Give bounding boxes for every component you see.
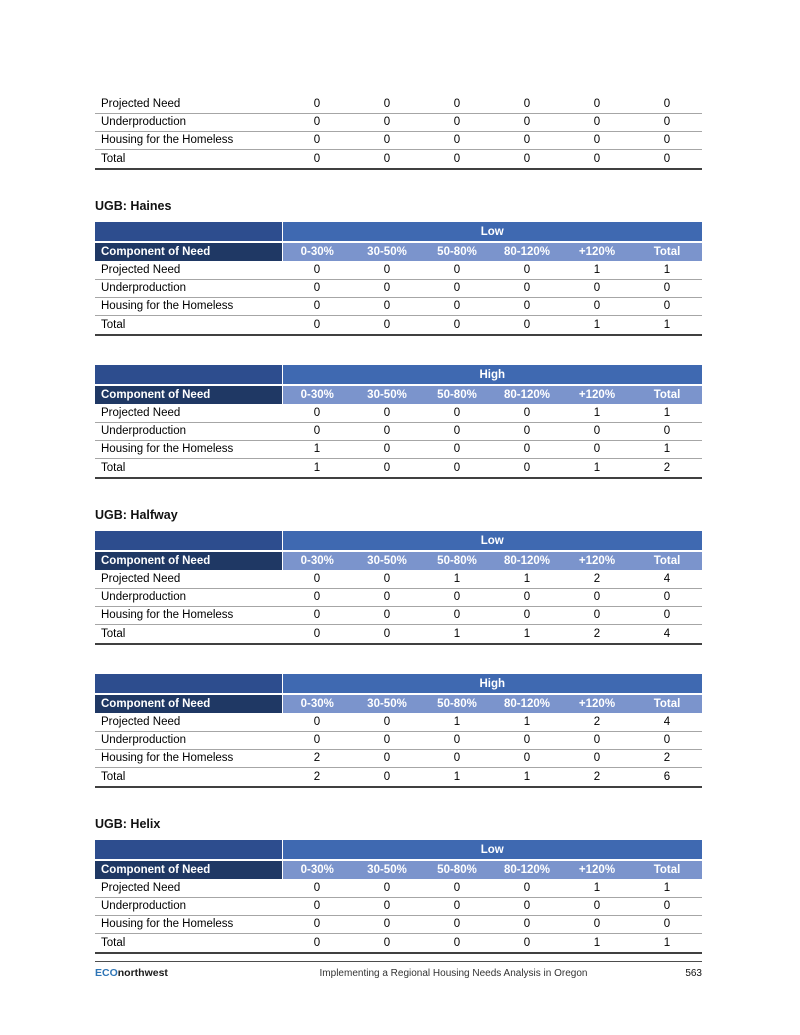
row-label: Projected Need — [95, 570, 282, 588]
column-header: Component of Need — [95, 694, 282, 713]
value-cell: 0 — [422, 588, 492, 606]
row-label: Projected Need — [95, 404, 282, 422]
value-cell: 0 — [422, 261, 492, 279]
value-cell: 2 — [562, 570, 632, 588]
column-header: Component of Need — [95, 860, 282, 879]
row-label: Housing for the Homeless — [95, 749, 282, 767]
value-cell: 0 — [562, 149, 632, 169]
row-label: Projected Need — [95, 95, 282, 113]
row-label: Housing for the Homeless — [95, 915, 282, 933]
value-cell: 6 — [632, 767, 702, 787]
brand-logo — [95, 967, 265, 979]
column-header: 80-120% — [492, 694, 562, 713]
value-cell: 0 — [562, 131, 632, 149]
data-row — [95, 404, 702, 422]
total-label: Total — [95, 149, 282, 169]
footer-document-title: Implementing a Regional Housing Needs Analysis in Oregon — [319, 968, 588, 979]
value-cell: 0 — [352, 570, 422, 588]
value-cell: 1 — [492, 767, 562, 787]
value-cell: 0 — [282, 570, 352, 588]
value-cell: 0 — [562, 606, 632, 624]
row-label: Underproduction — [95, 279, 282, 297]
value-cell: 1 — [422, 767, 492, 787]
scenario-label: Low — [282, 840, 702, 860]
value-cell: 4 — [632, 713, 702, 731]
data-row — [95, 279, 702, 297]
column-header-row — [95, 385, 702, 404]
page-number: 563 — [685, 968, 702, 979]
value-cell: 0 — [492, 879, 562, 897]
value-cell: 1 — [632, 879, 702, 897]
value-cell: 0 — [352, 131, 422, 149]
column-header: 30-50% — [352, 242, 422, 261]
need-table — [95, 531, 702, 645]
value-cell: 0 — [632, 422, 702, 440]
value-cell: 0 — [422, 458, 492, 478]
value-cell: 0 — [352, 713, 422, 731]
value-cell: 0 — [632, 279, 702, 297]
brand-northwest: northwest — [117, 967, 168, 979]
value-cell: 0 — [352, 149, 422, 169]
value-cell: 0 — [422, 279, 492, 297]
column-header: +120% — [562, 385, 632, 404]
value-cell: 0 — [422, 315, 492, 335]
value-cell: 1 — [282, 440, 352, 458]
scenario-band-row — [95, 674, 702, 694]
scenario-band-row — [95, 222, 702, 242]
row-label: Underproduction — [95, 422, 282, 440]
value-cell: 0 — [282, 95, 352, 113]
value-cell: 0 — [282, 149, 352, 169]
data-row — [95, 915, 702, 933]
row-label: Underproduction — [95, 731, 282, 749]
value-cell: 0 — [422, 933, 492, 953]
value-cell: 0 — [562, 95, 632, 113]
value-cell: 0 — [282, 113, 352, 131]
section-title: UGB: Haines — [95, 199, 172, 213]
value-cell: 0 — [282, 279, 352, 297]
scenario-label: High — [282, 365, 702, 385]
value-cell: 0 — [632, 588, 702, 606]
value-cell: 0 — [492, 297, 562, 315]
total-label: Total — [95, 624, 282, 644]
value-cell: 0 — [632, 131, 702, 149]
page-footer — [95, 961, 702, 979]
need-table — [95, 222, 702, 336]
value-cell: 0 — [282, 933, 352, 953]
value-cell: 0 — [562, 588, 632, 606]
value-cell: 0 — [422, 606, 492, 624]
value-cell: 0 — [422, 915, 492, 933]
value-cell: 0 — [422, 731, 492, 749]
data-row — [95, 606, 702, 624]
value-cell: 0 — [282, 588, 352, 606]
column-header-row — [95, 242, 702, 261]
value-cell: 1 — [562, 458, 632, 478]
value-cell: 0 — [492, 915, 562, 933]
value-cell: 0 — [492, 606, 562, 624]
column-header-row — [95, 860, 702, 879]
value-cell: 0 — [282, 879, 352, 897]
value-cell: 2 — [632, 458, 702, 478]
need-table — [95, 674, 702, 788]
value-cell: 0 — [562, 422, 632, 440]
column-header: Component of Need — [95, 551, 282, 570]
column-header-row — [95, 551, 702, 570]
value-cell: 2 — [562, 624, 632, 644]
data-row — [95, 879, 702, 897]
value-cell: 0 — [562, 731, 632, 749]
value-cell: 0 — [422, 149, 492, 169]
value-cell: 0 — [282, 915, 352, 933]
scenario-label: Low — [282, 222, 702, 242]
value-cell: 0 — [492, 261, 562, 279]
value-cell: 1 — [422, 624, 492, 644]
column-header: 50-80% — [422, 242, 492, 261]
value-cell: 0 — [562, 297, 632, 315]
value-cell: 0 — [352, 606, 422, 624]
value-cell: 0 — [562, 915, 632, 933]
total-row — [95, 458, 702, 478]
value-cell: 4 — [632, 570, 702, 588]
value-cell: 0 — [282, 624, 352, 644]
value-cell: 0 — [492, 440, 562, 458]
value-cell: 1 — [492, 713, 562, 731]
value-cell: 0 — [422, 879, 492, 897]
column-header: 80-120% — [492, 242, 562, 261]
data-row — [95, 422, 702, 440]
column-header: 30-50% — [352, 694, 422, 713]
value-cell: 0 — [352, 731, 422, 749]
value-cell: 1 — [562, 933, 632, 953]
value-cell: 1 — [632, 933, 702, 953]
value-cell: 0 — [282, 422, 352, 440]
column-header: 0-30% — [282, 860, 352, 879]
column-header: 50-80% — [422, 694, 492, 713]
row-label: Underproduction — [95, 113, 282, 131]
value-cell: 0 — [632, 606, 702, 624]
need-table — [95, 840, 702, 954]
data-row — [95, 897, 702, 915]
value-cell: 2 — [282, 749, 352, 767]
band-spacer — [95, 840, 282, 860]
scenario-band-row — [95, 531, 702, 551]
value-cell: 4 — [632, 624, 702, 644]
value-cell: 0 — [352, 404, 422, 422]
column-header: 0-30% — [282, 551, 352, 570]
value-cell: 0 — [492, 95, 562, 113]
value-cell: 0 — [352, 315, 422, 335]
total-row — [95, 315, 702, 335]
column-header: 30-50% — [352, 551, 422, 570]
value-cell: 0 — [422, 131, 492, 149]
data-row — [95, 731, 702, 749]
value-cell: 0 — [352, 933, 422, 953]
column-header: +120% — [562, 242, 632, 261]
value-cell: 0 — [352, 749, 422, 767]
column-header: 80-120% — [492, 860, 562, 879]
value-cell: 0 — [352, 440, 422, 458]
value-cell: 0 — [632, 731, 702, 749]
row-label: Housing for the Homeless — [95, 297, 282, 315]
column-header: +120% — [562, 694, 632, 713]
value-cell: 0 — [352, 113, 422, 131]
value-cell: 0 — [422, 297, 492, 315]
value-cell: 0 — [632, 113, 702, 131]
data-row — [95, 297, 702, 315]
value-cell: 0 — [352, 897, 422, 915]
row-label: Underproduction — [95, 897, 282, 915]
value-cell: 0 — [352, 588, 422, 606]
data-row — [95, 570, 702, 588]
value-cell: 1 — [492, 624, 562, 644]
row-label: Housing for the Homeless — [95, 440, 282, 458]
value-cell: 0 — [492, 422, 562, 440]
column-header: Component of Need — [95, 385, 282, 404]
column-header: 50-80% — [422, 551, 492, 570]
column-header: +120% — [562, 860, 632, 879]
band-spacer — [95, 531, 282, 551]
value-cell: 1 — [632, 404, 702, 422]
data-row — [95, 713, 702, 731]
value-cell: 0 — [352, 458, 422, 478]
value-cell: 1 — [562, 261, 632, 279]
row-label: Housing for the Homeless — [95, 606, 282, 624]
brand-eco: ECO — [95, 967, 118, 979]
column-header: Total — [632, 860, 702, 879]
value-cell: 1 — [492, 570, 562, 588]
value-cell: 0 — [492, 897, 562, 915]
value-cell: 0 — [492, 731, 562, 749]
report-body — [95, 95, 702, 983]
value-cell: 1 — [562, 315, 632, 335]
section-title: UGB: Helix — [95, 817, 161, 831]
value-cell: 1 — [562, 404, 632, 422]
scenario-label: High — [282, 674, 702, 694]
value-cell: 0 — [422, 113, 492, 131]
need-table — [95, 95, 702, 170]
band-spacer — [95, 365, 282, 385]
value-cell: 0 — [562, 440, 632, 458]
value-cell: 0 — [492, 113, 562, 131]
value-cell: 0 — [492, 458, 562, 478]
value-cell: 0 — [632, 915, 702, 933]
column-header: Component of Need — [95, 242, 282, 261]
value-cell: 0 — [562, 113, 632, 131]
data-row — [95, 95, 702, 113]
value-cell: 0 — [282, 404, 352, 422]
value-cell: 0 — [282, 713, 352, 731]
value-cell: 0 — [282, 131, 352, 149]
value-cell: 0 — [352, 879, 422, 897]
data-row — [95, 440, 702, 458]
column-header: 50-80% — [422, 385, 492, 404]
value-cell: 0 — [562, 279, 632, 297]
band-spacer — [95, 222, 282, 242]
value-cell: 0 — [562, 897, 632, 915]
column-header: 80-120% — [492, 385, 562, 404]
value-cell: 1 — [562, 879, 632, 897]
column-header: Total — [632, 385, 702, 404]
column-header: 0-30% — [282, 385, 352, 404]
row-label: Projected Need — [95, 261, 282, 279]
value-cell: 0 — [282, 731, 352, 749]
value-cell: 0 — [632, 297, 702, 315]
value-cell: 1 — [422, 570, 492, 588]
total-row — [95, 149, 702, 169]
total-label: Total — [95, 767, 282, 787]
value-cell: 0 — [352, 95, 422, 113]
value-cell: 0 — [422, 95, 492, 113]
column-header: Total — [632, 242, 702, 261]
column-header: Total — [632, 694, 702, 713]
value-cell: 0 — [352, 261, 422, 279]
value-cell: 0 — [492, 404, 562, 422]
value-cell: 1 — [632, 440, 702, 458]
value-cell: 0 — [562, 749, 632, 767]
column-header: 80-120% — [492, 551, 562, 570]
column-header: 30-50% — [352, 860, 422, 879]
value-cell: 0 — [492, 149, 562, 169]
value-cell: 0 — [282, 315, 352, 335]
scenario-band-row — [95, 365, 702, 385]
need-table — [95, 365, 702, 479]
row-label: Housing for the Homeless — [95, 131, 282, 149]
value-cell: 0 — [352, 624, 422, 644]
value-cell: 0 — [422, 897, 492, 915]
value-cell: 0 — [492, 933, 562, 953]
total-label: Total — [95, 315, 282, 335]
value-cell: 0 — [282, 606, 352, 624]
value-cell: 0 — [422, 749, 492, 767]
column-header: 0-30% — [282, 242, 352, 261]
band-spacer — [95, 674, 282, 694]
value-cell: 2 — [562, 767, 632, 787]
value-cell: 2 — [632, 749, 702, 767]
value-cell: 0 — [492, 588, 562, 606]
row-label: Underproduction — [95, 588, 282, 606]
value-cell: 0 — [282, 897, 352, 915]
value-cell: 1 — [422, 713, 492, 731]
value-cell: 0 — [632, 897, 702, 915]
column-header: 0-30% — [282, 694, 352, 713]
data-row — [95, 588, 702, 606]
column-header-row — [95, 694, 702, 713]
value-cell: 0 — [352, 767, 422, 787]
value-cell: 1 — [282, 458, 352, 478]
total-label: Total — [95, 458, 282, 478]
column-header: +120% — [562, 551, 632, 570]
value-cell: 0 — [492, 749, 562, 767]
value-cell: 1 — [632, 261, 702, 279]
scenario-band-row — [95, 840, 702, 860]
total-label: Total — [95, 933, 282, 953]
value-cell: 2 — [282, 767, 352, 787]
value-cell: 0 — [422, 422, 492, 440]
total-row — [95, 933, 702, 953]
scenario-label: Low — [282, 531, 702, 551]
column-header: Total — [632, 551, 702, 570]
total-row — [95, 767, 702, 787]
value-cell: 1 — [632, 315, 702, 335]
value-cell: 0 — [632, 95, 702, 113]
value-cell: 0 — [492, 131, 562, 149]
data-row — [95, 113, 702, 131]
value-cell: 0 — [632, 149, 702, 169]
value-cell: 0 — [352, 915, 422, 933]
value-cell: 0 — [352, 279, 422, 297]
row-label: Projected Need — [95, 713, 282, 731]
row-label: Projected Need — [95, 879, 282, 897]
value-cell: 2 — [562, 713, 632, 731]
column-header: 30-50% — [352, 385, 422, 404]
total-row — [95, 624, 702, 644]
value-cell: 0 — [422, 404, 492, 422]
value-cell: 0 — [282, 261, 352, 279]
value-cell: 0 — [352, 422, 422, 440]
value-cell: 0 — [352, 297, 422, 315]
value-cell: 0 — [422, 440, 492, 458]
data-row — [95, 749, 702, 767]
column-header: 50-80% — [422, 860, 492, 879]
data-row — [95, 131, 702, 149]
value-cell: 0 — [492, 279, 562, 297]
value-cell: 0 — [282, 297, 352, 315]
section-title: UGB: Halfway — [95, 508, 178, 522]
value-cell: 0 — [492, 315, 562, 335]
data-row — [95, 261, 702, 279]
